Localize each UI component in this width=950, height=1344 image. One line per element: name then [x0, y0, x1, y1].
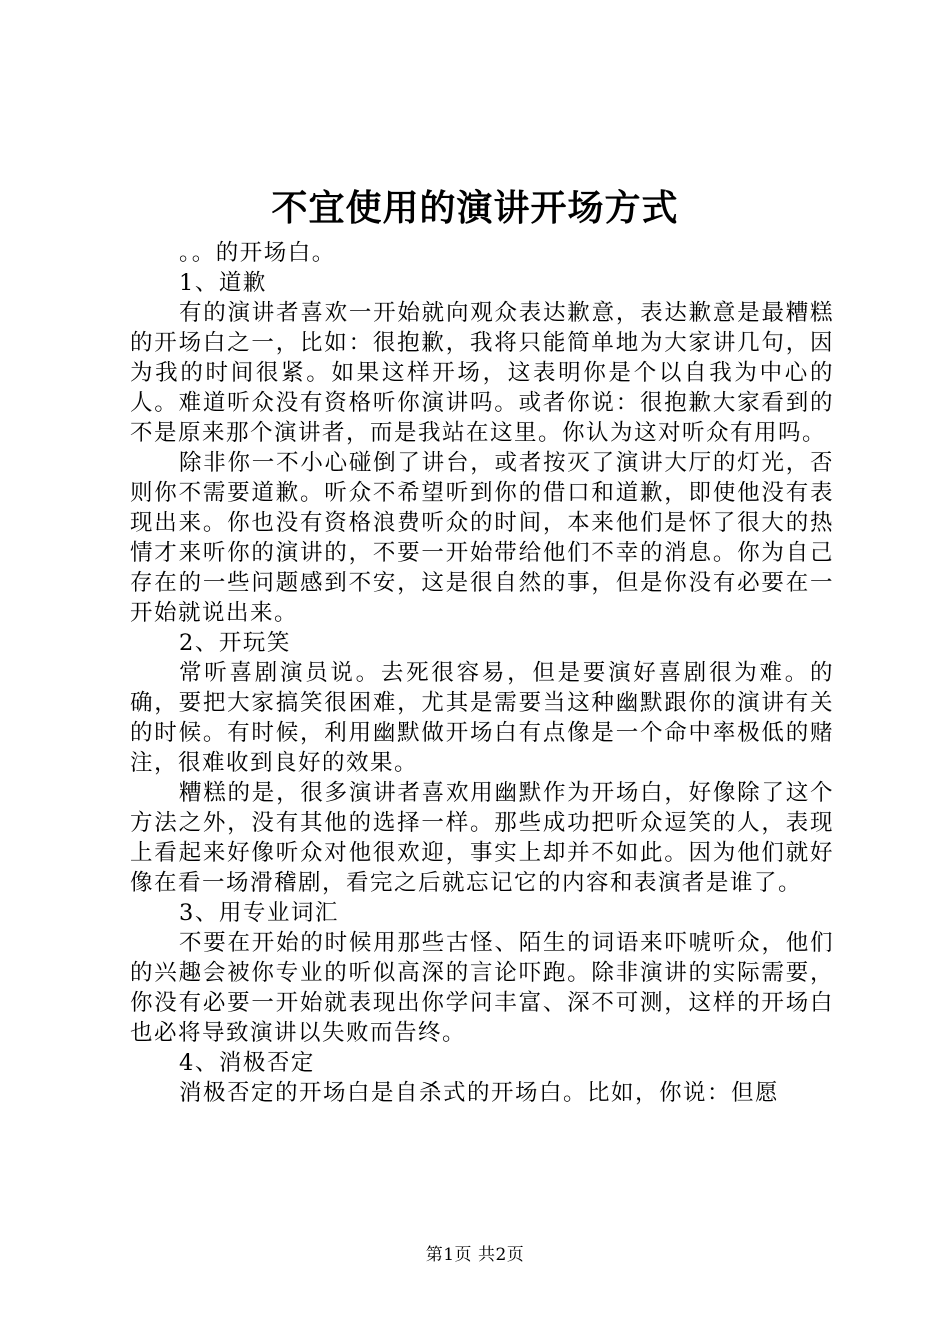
- paragraph: 不要在开始的时候用那些古怪、陌生的词语来吓唬听众，他们的兴趣会被你专业的听似高深的言论吓跑。除非演讲的实际需要，你没有必要一开始就表现出你学问丰富、深不可测，这样的开场白也必将导致演讲以失败而告终。: [130, 930, 834, 1046]
- paragraph: 消极否定的开场白是自杀式的开场白。比如，你说：但愿: [179, 1080, 780, 1106]
- document-body: [130, 238, 834, 1108]
- section-heading-negative: 4、消极否定: [179, 1050, 315, 1076]
- page-number-footer: 第1页 共2页: [425, 1245, 525, 1265]
- paragraph: 常听喜剧演员说。去死很容易，但是要演好喜剧很为难。的确，要把大家搞笑很困难，尤其是需要当这种幽默跟你的演讲有关的时候。有时候，利用幽默做开场白有点像是一个命中率极低的赌注，很难收到良好的效果。: [130, 660, 834, 776]
- document-title: 不宜使用的演讲开场方式: [271, 187, 679, 229]
- section-heading-jargon: 3、用专业词汇: [179, 900, 339, 926]
- paragraph-intro: 。。的开场白。: [179, 240, 336, 266]
- section-heading-apology: 1、道歉: [179, 270, 267, 296]
- section-heading-joke: 2、开玩笑: [179, 630, 291, 656]
- paragraph: 糟糕的是，很多演讲者喜欢用幽默作为开场白，好像除了这个方法之外，没有其他的选择一样。那些成功把听众逗笑的人，表现上看起来好像听众对他很欢迎，事实上却并不如此。因为他们就好像在看一场滑稽剧，看完之后就忘记它的内容和表演者是谁了。: [130, 780, 834, 896]
- paragraph: 除非你一不小心碰倒了讲台，或者按灭了演讲大厅的灯光，否则你不需要道歉。听众不希望听到你的借口和道歉，即使他没有表现出来。你也没有资格浪费听众的时间，本来他们是怀了很大的热情才来听你的演讲的，不要一开始带给他们不幸的消息。你为自己存在的一些问题感到不安，这是很自然的事，但是你没有必要在一开始就说出来。: [130, 450, 834, 626]
- paragraph: 有的演讲者喜欢一开始就向观众表达歉意，表达歉意是最糟糕的开场白之一，比如：很抱歉，我将只能简单地为大家讲几句，因为我的时间很紧。如果这样开场，这表明你是个以自我为中心的人。难道听众没有资格听你演讲吗。或者你说：很抱歉大家看到的不是原来那个演讲者，而是我站在这里。你认为这对听众有用吗。: [130, 300, 834, 446]
